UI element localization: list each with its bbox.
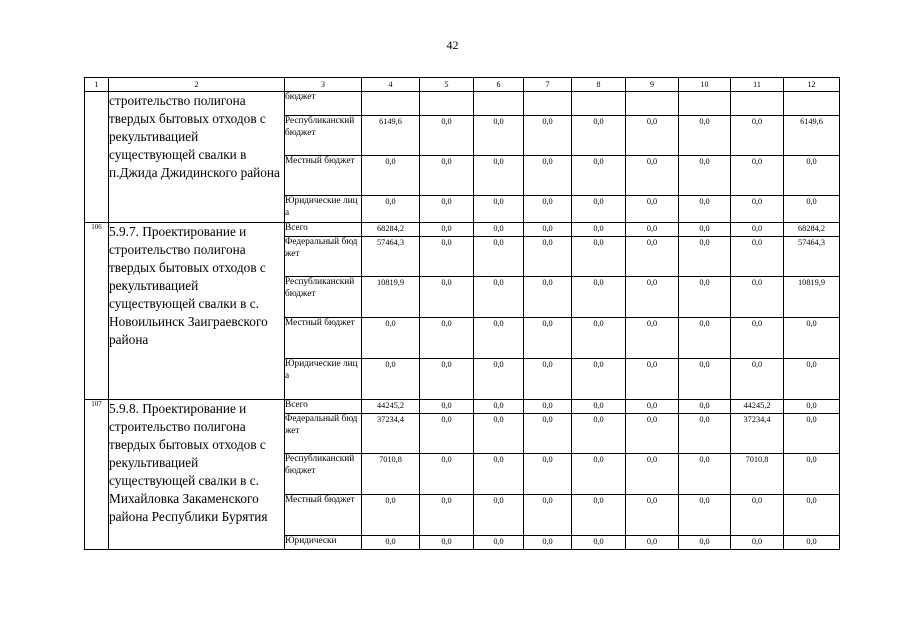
table-row xyxy=(85,400,840,414)
value-cell: 0,0 xyxy=(626,400,679,414)
value-cell xyxy=(362,92,420,116)
value-cell: 0,0 xyxy=(679,156,731,196)
header-cell: 8 xyxy=(572,78,626,92)
value-cell: 68284,2 xyxy=(362,223,420,237)
value-cell: 0,0 xyxy=(524,414,572,454)
value-cell: 0,0 xyxy=(362,359,420,400)
item-name: строительство полигона твердых бытовых отходов с рекультивацией существующей свалки в п.Джида Джидинского района xyxy=(109,92,285,223)
value-cell: 0,0 xyxy=(420,156,474,196)
header-cell: 11 xyxy=(731,78,784,92)
value-cell: 0,0 xyxy=(784,156,840,196)
value-cell: 0,0 xyxy=(524,495,572,536)
value-cell: 0,0 xyxy=(420,400,474,414)
header-row xyxy=(85,78,840,92)
row-number-cell xyxy=(85,92,109,223)
value-cell: 0,0 xyxy=(474,116,524,156)
value-cell: 0,0 xyxy=(474,318,524,359)
value-cell: 0,0 xyxy=(784,495,840,536)
value-cell: 0,0 xyxy=(731,536,784,550)
item-name: 5.9.7. Проектирование и строительство полигона твердых бытовых отходов с рекультивацией существующей свалки в с. Новоильинск Заиграевского района xyxy=(109,223,285,400)
funding-source: Всего xyxy=(285,400,362,414)
header-cell: 4 xyxy=(362,78,420,92)
value-cell: 0,0 xyxy=(679,277,731,318)
value-cell: 0,0 xyxy=(474,156,524,196)
value-cell: 0,0 xyxy=(784,196,840,223)
funding-source: Республиканский бюджет xyxy=(285,116,362,156)
value-cell: 0,0 xyxy=(679,536,731,550)
value-cell: 57464,3 xyxy=(362,237,420,277)
value-cell: 0,0 xyxy=(679,223,731,237)
header-cell: 1 xyxy=(85,78,109,92)
value-cell: 0,0 xyxy=(784,318,840,359)
value-cell: 0,0 xyxy=(626,116,679,156)
value-cell: 0,0 xyxy=(362,536,420,550)
value-cell: 10819,9 xyxy=(362,277,420,318)
funding-source: Юридически xyxy=(285,536,362,550)
header-cell: 3 xyxy=(285,78,362,92)
value-cell xyxy=(420,92,474,116)
value-cell: 0,0 xyxy=(572,237,626,277)
value-cell: 0,0 xyxy=(784,359,840,400)
header-cell: 10 xyxy=(679,78,731,92)
value-cell: 0,0 xyxy=(524,116,572,156)
value-cell xyxy=(626,92,679,116)
value-cell: 44245,2 xyxy=(731,400,784,414)
row-number: 106 xyxy=(85,223,109,400)
value-cell: 0,0 xyxy=(731,277,784,318)
value-cell: 0,0 xyxy=(731,359,784,400)
value-cell: 0,0 xyxy=(474,223,524,237)
value-cell: 0,0 xyxy=(731,237,784,277)
value-cell: 0,0 xyxy=(420,536,474,550)
value-cell: 0,0 xyxy=(362,156,420,196)
value-cell: 0,0 xyxy=(524,400,572,414)
table-row xyxy=(85,223,840,237)
value-cell: 0,0 xyxy=(731,196,784,223)
value-cell: 10819,9 xyxy=(784,277,840,318)
table-row xyxy=(85,92,840,116)
value-cell: 37234,4 xyxy=(731,414,784,454)
value-cell: 0,0 xyxy=(572,359,626,400)
funding-source: Юридические лица xyxy=(285,359,362,400)
value-cell: 0,0 xyxy=(626,277,679,318)
funding-source: Местный бюджет xyxy=(285,318,362,359)
value-cell: 0,0 xyxy=(572,156,626,196)
value-cell: 0,0 xyxy=(572,536,626,550)
value-cell xyxy=(679,92,731,116)
value-cell: 0,0 xyxy=(679,196,731,223)
value-cell xyxy=(474,92,524,116)
value-cell: 0,0 xyxy=(731,223,784,237)
value-cell: 0,0 xyxy=(420,359,474,400)
value-cell: 0,0 xyxy=(474,495,524,536)
funding-source: Федеральный бюджет xyxy=(285,414,362,454)
value-cell: 0,0 xyxy=(420,196,474,223)
funding-source: Местный бюджет xyxy=(285,156,362,196)
value-cell: 0,0 xyxy=(572,495,626,536)
value-cell: 57464,3 xyxy=(784,237,840,277)
value-cell: 0,0 xyxy=(572,116,626,156)
value-cell: 0,0 xyxy=(420,277,474,318)
header-cell: 6 xyxy=(474,78,524,92)
value-cell: 0,0 xyxy=(679,400,731,414)
value-cell: 0,0 xyxy=(679,237,731,277)
value-cell: 0,0 xyxy=(572,414,626,454)
value-cell: 68284,2 xyxy=(784,223,840,237)
value-cell: 0,0 xyxy=(524,359,572,400)
value-cell: 0,0 xyxy=(731,495,784,536)
value-cell: 0,0 xyxy=(572,223,626,237)
value-cell: 0,0 xyxy=(731,318,784,359)
value-cell xyxy=(784,92,840,116)
funding-source: бюджет xyxy=(285,92,362,116)
value-cell: 0,0 xyxy=(572,277,626,318)
value-cell: 0,0 xyxy=(572,400,626,414)
page-number: 42 xyxy=(446,38,459,52)
value-cell: 0,0 xyxy=(420,223,474,237)
funding-source: Федеральный бюджет xyxy=(285,237,362,277)
value-cell: 0,0 xyxy=(784,400,840,414)
header-cell: 12 xyxy=(784,78,840,92)
value-cell: 0,0 xyxy=(474,536,524,550)
value-cell xyxy=(572,92,626,116)
value-cell: 0,0 xyxy=(420,454,474,495)
value-cell: 0,0 xyxy=(572,318,626,359)
value-cell: 0,0 xyxy=(524,454,572,495)
value-cell: 0,0 xyxy=(626,495,679,536)
header-cell: 5 xyxy=(420,78,474,92)
header-cell: 2 xyxy=(109,78,285,92)
header-cell: 7 xyxy=(524,78,572,92)
funding-source: Всего xyxy=(285,223,362,237)
value-cell: 0,0 xyxy=(626,156,679,196)
value-cell: 0,0 xyxy=(420,237,474,277)
value-cell: 0,0 xyxy=(524,237,572,277)
value-cell: 0,0 xyxy=(420,414,474,454)
value-cell: 0,0 xyxy=(679,116,731,156)
value-cell: 0,0 xyxy=(679,495,731,536)
value-cell: 0,0 xyxy=(784,536,840,550)
value-cell: 0,0 xyxy=(474,196,524,223)
value-cell: 0,0 xyxy=(474,400,524,414)
value-cell xyxy=(524,92,572,116)
value-cell: 0,0 xyxy=(474,237,524,277)
value-cell: 0,0 xyxy=(474,414,524,454)
value-cell: 0,0 xyxy=(679,318,731,359)
funding-source: Республиканский бюджет xyxy=(285,277,362,318)
value-cell: 0,0 xyxy=(362,196,420,223)
value-cell: 6149,6 xyxy=(784,116,840,156)
value-cell: 0,0 xyxy=(362,495,420,536)
funding-source: Республиканский бюджет xyxy=(285,454,362,495)
value-cell: 0,0 xyxy=(626,223,679,237)
value-cell: 0,0 xyxy=(420,116,474,156)
value-cell: 0,0 xyxy=(524,156,572,196)
value-cell: 0,0 xyxy=(524,536,572,550)
value-cell: 0,0 xyxy=(626,414,679,454)
value-cell: 0,0 xyxy=(524,223,572,237)
value-cell: 0,0 xyxy=(420,495,474,536)
value-cell: 0,0 xyxy=(626,359,679,400)
value-cell: 0,0 xyxy=(362,318,420,359)
value-cell: 7010,8 xyxy=(362,454,420,495)
funding-source: Местный бюджет xyxy=(285,495,362,536)
value-cell: 0,0 xyxy=(524,318,572,359)
item-name: 5.9.8. Проектирование и строительство полигона твердых бытовых отходов с рекультивацией существующей свалки в с. Михайловка Закаменского района Республики Бурятия xyxy=(109,400,285,550)
value-cell: 0,0 xyxy=(626,318,679,359)
value-cell: 0,0 xyxy=(626,237,679,277)
value-cell: 0,0 xyxy=(626,454,679,495)
value-cell: 0,0 xyxy=(474,277,524,318)
value-cell: 0,0 xyxy=(572,454,626,495)
value-cell: 0,0 xyxy=(731,156,784,196)
value-cell: 0,0 xyxy=(784,454,840,495)
value-cell: 0,0 xyxy=(524,196,572,223)
funding-source: Юридические лица xyxy=(285,196,362,223)
header-cell: 9 xyxy=(626,78,679,92)
value-cell: 0,0 xyxy=(626,196,679,223)
value-cell: 0,0 xyxy=(474,454,524,495)
value-cell: 37234,4 xyxy=(362,414,420,454)
value-cell: 0,0 xyxy=(679,414,731,454)
value-cell: 0,0 xyxy=(524,277,572,318)
value-cell: 7010,8 xyxy=(731,454,784,495)
row-number: 107 xyxy=(85,400,109,550)
value-cell xyxy=(731,92,784,116)
value-cell: 6149,6 xyxy=(362,116,420,156)
value-cell: 0,0 xyxy=(420,318,474,359)
value-cell: 0,0 xyxy=(626,536,679,550)
budget-table xyxy=(84,77,840,550)
value-cell: 0,0 xyxy=(474,359,524,400)
value-cell: 0,0 xyxy=(784,414,840,454)
value-cell: 0,0 xyxy=(679,454,731,495)
value-cell: 44245,2 xyxy=(362,400,420,414)
value-cell: 0,0 xyxy=(572,196,626,223)
value-cell: 0,0 xyxy=(679,359,731,400)
value-cell: 0,0 xyxy=(731,116,784,156)
